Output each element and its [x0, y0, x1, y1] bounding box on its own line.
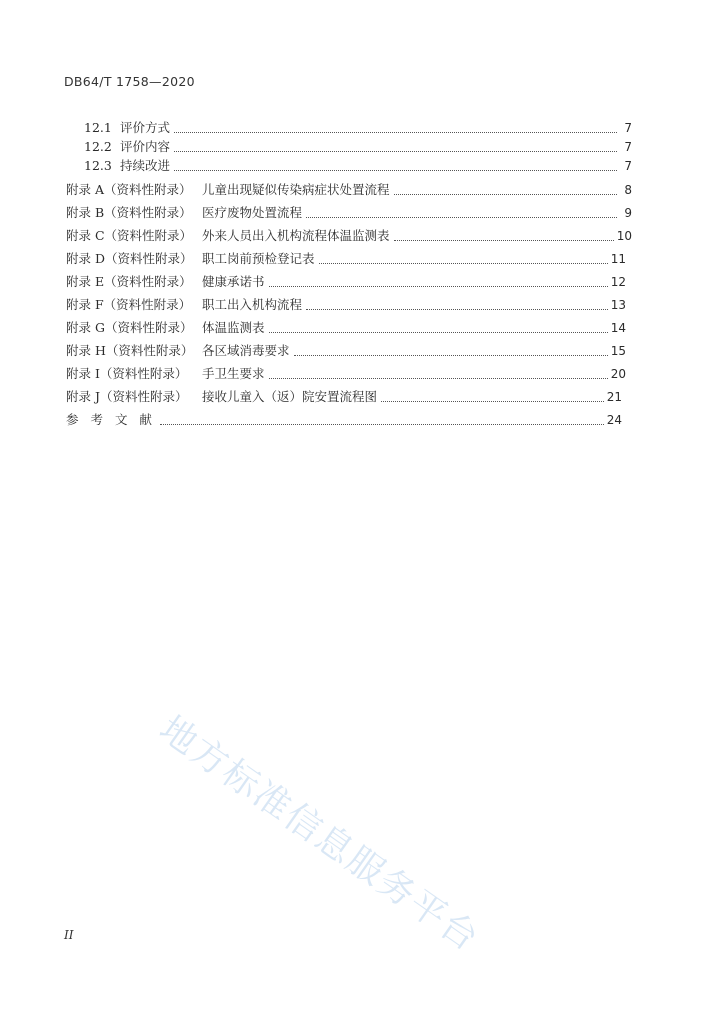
toc-entry-page: 9 [624, 206, 632, 220]
dot-leader [269, 285, 608, 287]
toc-entry-title: 儿童出现疑似传染病症状处置流程 [202, 182, 390, 197]
watermark-text: 地方标准信息服务平台 [151, 708, 487, 961]
toc-entry-page: 7 [624, 159, 632, 173]
toc-entry-appendix-e[interactable] [66, 272, 626, 292]
toc-entry-appendix-d[interactable] [66, 249, 626, 269]
toc-entry-title: 职工岗前预检登记表 [202, 251, 315, 266]
toc-entry-12-2[interactable] [84, 137, 632, 157]
toc-entry-title: 体温监测表 [202, 320, 265, 335]
toc-entry-page: 12 [610, 275, 626, 289]
toc-entry-number: 附录 J（资料性附录） [66, 389, 188, 404]
toc-entry-page: 13 [610, 298, 626, 312]
toc-entry-number: 附录 E（资料性附录） [66, 274, 192, 289]
toc-entry-appendix-a[interactable] [66, 180, 632, 200]
toc-entry-title: 参 考 文 献 [66, 412, 156, 427]
dot-leader [174, 169, 617, 171]
toc-entry-appendix-h[interactable] [66, 341, 626, 361]
toc-entry-title: 各区域消毒要求 [202, 343, 290, 358]
toc-entry-title: 持续改进 [120, 158, 171, 173]
toc-entry-appendix-i[interactable] [66, 364, 626, 384]
toc-entry-title: 手卫生要求 [202, 366, 265, 381]
toc-entry-number: 附录 F（资料性附录） [66, 297, 192, 312]
toc-entry-page: 21 [606, 390, 622, 404]
toc-entry-number: 附录 G（资料性附录） [66, 320, 193, 335]
toc-entry-number: 12.3 [84, 158, 112, 173]
toc-entry-page: 14 [610, 321, 626, 335]
toc-entry-appendix-b[interactable] [66, 203, 632, 223]
toc-entry-number: 12.2 [84, 139, 112, 154]
toc-entry-title: 职工出入机构流程 [202, 297, 303, 312]
toc-entry-title: 健康承诺书 [202, 274, 265, 289]
toc-entry-title: 接收儿童入（返）院安置流程图 [202, 389, 378, 404]
toc-entry-page: 10 [616, 229, 632, 243]
dot-leader [294, 354, 608, 356]
toc-entry-title: 评价方式 [120, 120, 171, 135]
toc-entry-page: 7 [624, 140, 632, 154]
toc-entry-number: 附录 I（资料性附录） [66, 366, 188, 381]
document-code: DB64/T 1758—2020 [64, 74, 195, 89]
toc-entry-title: 外来人员出入机构流程体温监测表 [202, 228, 390, 243]
toc-entry-number: 附录 C（资料性附录） [66, 228, 193, 243]
dot-leader [306, 308, 608, 310]
dot-leader [394, 239, 614, 241]
toc-entry-number: 附录 H（资料性附录） [66, 343, 194, 358]
toc-entry-number: 附录 B（资料性附录） [66, 205, 192, 220]
toc-entry-number: 12.1 [84, 120, 112, 135]
toc-entry-page: 20 [610, 367, 626, 381]
dot-leader [319, 262, 608, 264]
toc-entry-appendix-j[interactable] [66, 387, 622, 407]
toc-entry-page: 24 [606, 413, 622, 427]
toc-entry-number: 附录 A（资料性附录） [66, 182, 192, 197]
dot-leader [381, 400, 604, 402]
toc-entry-references[interactable] [66, 410, 622, 430]
toc-entry-appendix-c[interactable] [66, 226, 632, 246]
toc-entry-appendix-f[interactable] [66, 295, 626, 315]
dot-leader [174, 150, 617, 152]
page-number: II [64, 928, 74, 942]
dot-leader [394, 193, 617, 195]
toc-entry-title: 医疗废物处置流程 [202, 205, 303, 220]
dot-leader [174, 131, 617, 133]
toc-entry-page: 15 [610, 344, 626, 358]
toc-entry-12-3[interactable] [84, 156, 632, 176]
toc-entry-title: 评价内容 [120, 139, 171, 154]
toc-entry-appendix-g[interactable] [66, 318, 626, 338]
dot-leader [269, 377, 608, 379]
dot-leader [160, 423, 604, 425]
toc-entry-page: 8 [624, 183, 632, 197]
dot-leader [269, 331, 608, 333]
dot-leader [306, 216, 617, 218]
toc-entry-number: 附录 D（资料性附录） [66, 251, 193, 266]
toc-entry-page: 11 [610, 252, 626, 266]
toc-entry-12-1[interactable] [84, 118, 632, 138]
toc-entry-page: 7 [624, 121, 632, 135]
